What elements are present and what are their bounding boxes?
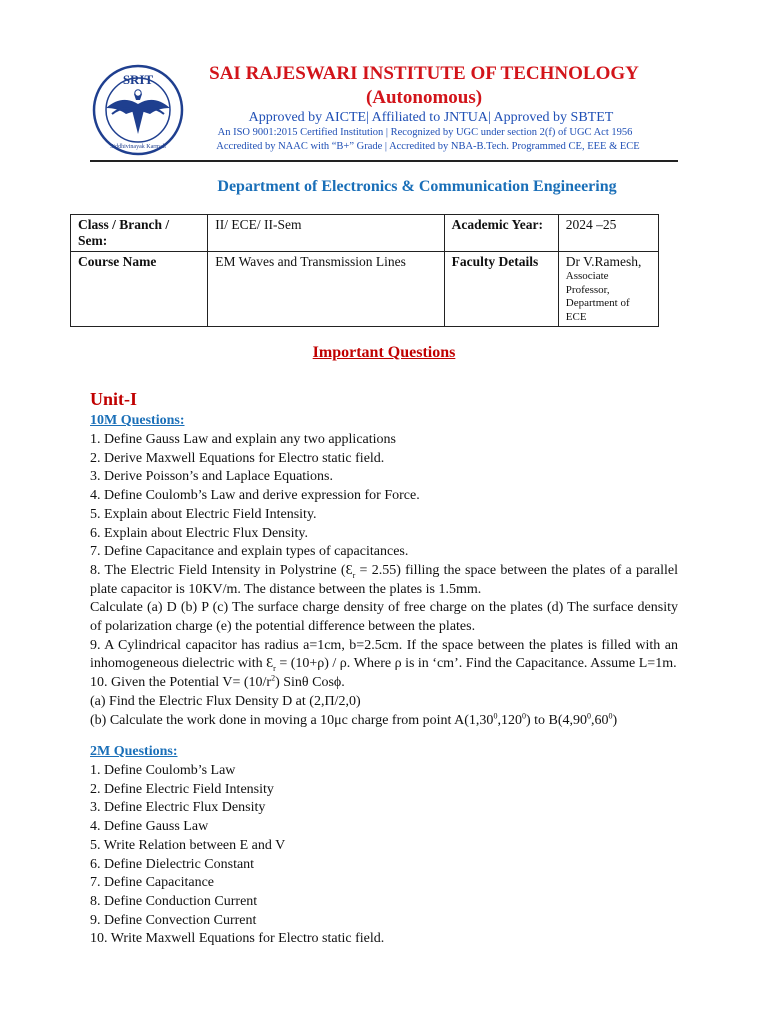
academic-year-label: Academic Year: [444,215,558,252]
epsilon-subscript: r [352,570,356,580]
list-item: 10. Write Maxwell Equations for Electro static field. [90,931,385,947]
list-item: 6. Explain about Electric Flux Density. [90,525,308,541]
question-text: 10. Given the Potential V= (10/r [90,675,272,691]
table-row [71,252,659,327]
course-info-table [70,214,659,327]
academic-year-value: 2024 –25 [558,215,658,252]
ten-mark-questions [90,431,678,730]
superscript: 0 [587,710,591,720]
logo-ring-text: Siddhivinayak Karmali [110,144,166,150]
question-text: 8. The Electric Field Intensity in Polystrine ( [90,562,346,578]
list-item: 4. Define Coulomb’s Law and derive expression for Force. [90,488,420,504]
superscript: 0 [521,710,526,720]
list-item: 1. Define Gauss Law and explain any two applications [90,432,396,447]
list-item: 5. Write Relation between E and V [90,837,286,853]
question-text: ) Sinθ Cosϕ. [275,675,345,691]
department-title: Department of Electronics & Communication Engineering [217,178,617,195]
class-value: II/ ECE/ II-Sem [208,215,444,252]
list-item [90,637,678,674]
iso-line: An ISO 9001:2015 Certified Institution | Recognized by UGC under section 2(f) of UGC Act 1956 [217,127,633,138]
list-item: Calculate (a) D (b) P (c) The surface charge density of free charge on the plates (d) The surface density of polarization charge (e) the potential difference between the plates. [90,600,678,635]
unit-title: Unit-I [90,389,138,409]
epsilon-symbol: Ɛ [266,656,274,672]
approval-line: Approved by AICTE| Affiliated to JNTUA| Approved by SBTET [248,110,614,125]
list-item: (a) Find the Electric Flux Density D at (2,Π/2,0) [90,693,361,709]
list-item: 7. Define Capacitance [90,875,214,891]
faculty-name: Dr V.Ramesh, [565,254,642,269]
course-name-value: EM Waves and Transmission Lines [208,252,444,327]
faculty-designation: Associate Professor, Department of ECE [565,270,630,323]
list-item: 2. Derive Maxwell Equations for Electro static field. [90,450,385,466]
institute-autonomous: (Autonomous) [365,87,483,108]
question-text: ) to B(4,90 [525,712,587,728]
question-text: ) [612,712,618,728]
question-text: 9. A Cylindrical capacitor has radius a=1cm, b=2.5cm. If the space between the plates is filled with an inhomogeneous dielectric with [90,637,678,672]
list-item [90,712,678,731]
list-item: 3. Derive Poisson’s and Laplace Equations. [90,469,334,485]
institute-logo-icon [92,64,184,156]
question-text: = 2.55) filling the space between the plates of a parallel plate capacitor is 10KV/m. The distance between the plates is 1.5mm. [90,562,678,597]
important-questions-heading: Important Questions [312,344,456,361]
course-name-label: Course Name [71,252,208,327]
list-item: 9. Define Convection Current [90,912,257,928]
list-item: 2. Define Electric Field Intensity [90,781,274,797]
list-item: 6. Define Dielectric Constant [90,856,255,872]
question-text: ,120 [497,712,522,728]
list-item: 7. Define Capacitance and explain types of capacitances. [90,544,409,560]
list-item: 5. Explain about Electric Field Intensity. [90,506,317,522]
list-item: 1. Define Coulomb’s Law [90,763,236,778]
list-item: 4. Define Gauss Law [90,819,209,835]
faculty-details-label: Faculty Details [444,252,558,327]
question-text: = (10+ρ) / ρ. Where ρ is in ‘cm’. Find the Capacitance. Assume L=1m. [275,656,677,672]
list-item: 8. Define Conduction Current [90,893,258,909]
epsilon-symbol: Ɛ [345,562,353,578]
epsilon-subscript: r [273,664,276,674]
naac-line: Accredited by NAAC with “B+” Grade | Accredited by NBA-B.Tech. Programmed CE, EEE & ECE [216,141,640,152]
superscript: 2 [271,673,276,683]
institute-name: SAI RAJESWARI INSTITUTE OF TECHNOLOGY [209,63,639,84]
question-text: (b) Calculate the work done in moving a 10μc charge from point A(1,30 [90,712,494,728]
class-label: Class / Branch / Sem: [71,215,208,252]
header-divider [90,160,678,162]
logo-text: SRIT [122,72,154,87]
question-text: ,60 [591,712,609,728]
ten-mark-heading: 10M Questions: [90,413,185,428]
table-row [71,215,659,252]
two-mark-questions [90,762,678,949]
superscript: 0 [493,710,498,720]
list-item [90,674,678,693]
two-mark-heading: 2M Questions: [90,744,178,759]
superscript: 0 [608,710,613,720]
list-item: 3. Define Electric Flux Density [90,800,266,816]
faculty-details-value [558,252,658,327]
list-item [90,562,678,599]
